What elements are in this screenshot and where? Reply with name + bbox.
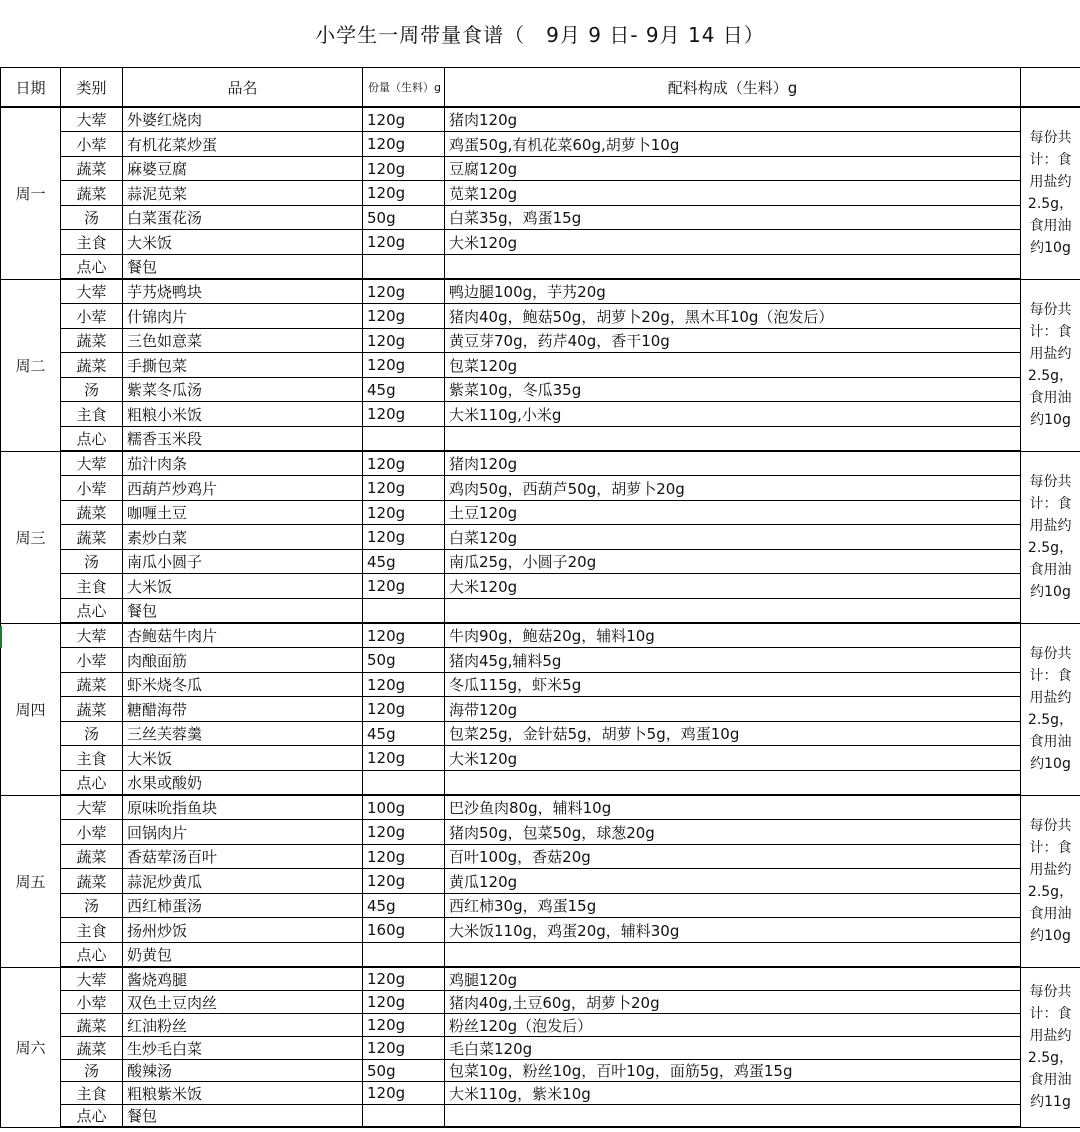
category-cell: 小荤	[61, 648, 123, 673]
dish-cell: 白菜蛋花汤	[123, 206, 363, 230]
dish-cell: 紫菜冬瓜汤	[123, 378, 363, 402]
dish-cell: 西葫芦炒鸡片	[123, 476, 363, 501]
ingredients-cell: 南瓜25g，小圆子20g	[445, 550, 1021, 574]
ingredients-cell	[445, 1105, 1021, 1128]
dish-cell: 南瓜小圆子	[123, 550, 363, 574]
portion-cell: 50g	[363, 1060, 445, 1082]
category-cell: 主食	[61, 230, 123, 255]
ingredients-cell: 鸭边腿100g，芋艿20g	[445, 279, 1021, 304]
ingredients-cell: 猪肉50g，包菜50g，球葱20g	[445, 820, 1021, 845]
table-row	[1, 722, 1080, 746]
table-row	[1, 550, 1080, 574]
portion-cell: 120g	[363, 501, 445, 525]
dish-cell: 大米饭	[123, 746, 363, 771]
category-cell: 小荤	[61, 476, 123, 501]
portion-cell: 120g	[363, 845, 445, 869]
category-cell: 蔬菜	[61, 353, 123, 378]
nutrition-note: 每份共计：食用盐约2.5g，食用油约10g	[1021, 279, 1080, 451]
nutrition-note: 每份共计：食用盐约2.5g，食用油约10g	[1021, 623, 1080, 795]
ingredients-cell: 大米120g	[445, 574, 1021, 599]
dish-cell: 芋艿烧鸭块	[123, 279, 363, 304]
dish-cell: 麻婆豆腐	[123, 157, 363, 181]
portion-cell: 120g	[363, 1082, 445, 1105]
dish-cell: 素炒白菜	[123, 525, 363, 550]
dish-cell: 餐包	[123, 1105, 363, 1128]
table-row	[1, 1014, 1080, 1037]
category-cell: 蔬菜	[61, 329, 123, 353]
dish-cell: 手撕包菜	[123, 353, 363, 378]
dish-cell: 蒜泥苋菜	[123, 181, 363, 206]
dish-cell: 虾米烧冬瓜	[123, 673, 363, 697]
category-cell: 点心	[61, 255, 123, 280]
dish-cell: 外婆红烧肉	[123, 107, 363, 132]
header-ingredients: 配料构成（生料）g	[445, 68, 1021, 108]
table-row	[1, 107, 1080, 132]
dish-cell: 糖醋海带	[123, 697, 363, 722]
ingredients-cell: 土豆120g	[445, 501, 1021, 525]
table-row	[1, 1060, 1080, 1082]
ingredients-cell: 鸡肉50g，西葫芦50g，胡萝卜20g	[445, 476, 1021, 501]
ingredients-cell: 苋菜120g	[445, 181, 1021, 206]
portion-cell: 120g	[363, 451, 445, 476]
dish-cell: 水果或酸奶	[123, 771, 363, 796]
portion-cell: 120g	[363, 279, 445, 304]
portion-cell: 120g	[363, 820, 445, 845]
category-cell: 蔬菜	[61, 1037, 123, 1060]
ingredients-cell: 包菜120g	[445, 353, 1021, 378]
category-cell: 主食	[61, 574, 123, 599]
category-cell: 点心	[61, 771, 123, 796]
dish-cell: 酱烧鸡腿	[123, 967, 363, 991]
table-row	[1, 181, 1080, 206]
ingredients-cell	[445, 943, 1021, 968]
ingredients-cell: 大米120g	[445, 230, 1021, 255]
portion-cell: 120g	[363, 574, 445, 599]
table-row	[1, 623, 1080, 648]
ingredients-cell: 猪肉120g	[445, 107, 1021, 132]
dish-cell: 餐包	[123, 599, 363, 624]
header-category: 类别	[61, 68, 123, 108]
table-row	[1, 378, 1080, 402]
table-row	[1, 279, 1080, 304]
portion-cell: 45g	[363, 894, 445, 918]
category-cell: 主食	[61, 918, 123, 943]
table-row	[1, 329, 1080, 353]
table-row	[1, 599, 1080, 624]
table-row	[1, 353, 1080, 378]
dish-cell: 餐包	[123, 255, 363, 280]
dish-cell: 大米饭	[123, 230, 363, 255]
ingredients-cell: 猪肉40g，鲍菇50g，胡萝卜20g，黑木耳10g（泡发后）	[445, 304, 1021, 329]
page-title: 小学生一周带量食谱（ 9月 9 日- 9月 14 日）	[315, 23, 765, 47]
ingredients-cell: 粉丝120g（泡发后）	[445, 1014, 1021, 1037]
ingredients-cell: 大米120g	[445, 746, 1021, 771]
table-row	[1, 771, 1080, 796]
ingredients-cell	[445, 427, 1021, 452]
table-row	[1, 820, 1080, 845]
table-row	[1, 918, 1080, 943]
portion-cell: 120g	[363, 623, 445, 648]
portion-cell: 120g	[363, 476, 445, 501]
nutrition-note: 每份共计：食用盐约2.5g，食用油约10g	[1021, 795, 1080, 967]
category-cell: 大荤	[61, 623, 123, 648]
portion-cell: 120g	[363, 1037, 445, 1060]
portion-cell: 120g	[363, 132, 445, 157]
dish-cell: 糯香玉米段	[123, 427, 363, 452]
portion-cell	[363, 427, 445, 452]
category-cell: 蔬菜	[61, 673, 123, 697]
table-row	[1, 132, 1080, 157]
category-cell: 汤	[61, 206, 123, 230]
category-cell: 大荤	[61, 795, 123, 820]
dish-cell: 杏鲍菇牛肉片	[123, 623, 363, 648]
nutrition-note: 每份共计：食用盐约2.5g，食用油约10g	[1021, 107, 1080, 279]
ingredients-cell: 鸡腿120g	[445, 967, 1021, 991]
ingredients-cell: 海带120g	[445, 697, 1021, 722]
portion-cell: 120g	[363, 697, 445, 722]
dish-cell: 香菇荤汤百叶	[123, 845, 363, 869]
category-cell: 汤	[61, 378, 123, 402]
category-cell: 大荤	[61, 967, 123, 991]
row-marker	[0, 626, 2, 648]
portion-cell	[363, 255, 445, 280]
portion-cell: 120g	[363, 869, 445, 894]
category-cell: 蔬菜	[61, 525, 123, 550]
portion-cell	[363, 1105, 445, 1128]
category-cell: 小荤	[61, 991, 123, 1014]
portion-cell: 120g	[363, 304, 445, 329]
ingredients-cell: 牛肉90g，鲍菇20g，辅料10g	[445, 623, 1021, 648]
table-row	[1, 795, 1080, 820]
table-row	[1, 673, 1080, 697]
category-cell: 汤	[61, 1060, 123, 1082]
portion-cell: 120g	[363, 402, 445, 427]
table-row	[1, 697, 1080, 722]
ingredients-cell: 鸡蛋50g,有机花菜60g,胡萝卜10g	[445, 132, 1021, 157]
portion-cell: 120g	[363, 157, 445, 181]
day-cell: 周四	[1, 623, 61, 795]
table-row	[1, 967, 1080, 991]
table-row	[1, 304, 1080, 329]
ingredients-cell: 猪肉40g,土豆60g，胡萝卜20g	[445, 991, 1021, 1014]
ingredients-cell	[445, 255, 1021, 280]
dish-cell: 三色如意菜	[123, 329, 363, 353]
portion-cell: 45g	[363, 378, 445, 402]
ingredients-cell: 黄瓜120g	[445, 869, 1021, 894]
table-row	[1, 1105, 1080, 1128]
portion-cell: 160g	[363, 918, 445, 943]
category-cell: 小荤	[61, 132, 123, 157]
ingredients-cell: 白菜35g，鸡蛋15g	[445, 206, 1021, 230]
portion-cell: 120g	[363, 525, 445, 550]
category-cell: 汤	[61, 894, 123, 918]
ingredients-cell: 冬瓜115g，虾米5g	[445, 673, 1021, 697]
dish-cell: 酸辣汤	[123, 1060, 363, 1082]
ingredients-cell: 毛白菜120g	[445, 1037, 1021, 1060]
ingredients-cell: 豆腐120g	[445, 157, 1021, 181]
category-cell: 蔬菜	[61, 869, 123, 894]
dish-cell: 红油粉丝	[123, 1014, 363, 1037]
dish-cell: 原味吮指鱼块	[123, 795, 363, 820]
dish-cell: 回锅肉片	[123, 820, 363, 845]
dish-cell: 粗粮小米饭	[123, 402, 363, 427]
ingredients-cell: 大米饭110g，鸡蛋20g，辅料30g	[445, 918, 1021, 943]
nutrition-note: 每份共计：食用盐约2.5g，食用油约10g	[1021, 451, 1080, 623]
table-row	[1, 869, 1080, 894]
header-date: 日期	[1, 68, 61, 108]
category-cell: 蔬菜	[61, 181, 123, 206]
table-row	[1, 501, 1080, 525]
table-row	[1, 255, 1080, 280]
portion-cell: 120g	[363, 107, 445, 132]
ingredients-cell	[445, 599, 1021, 624]
portion-cell: 120g	[363, 353, 445, 378]
ingredients-cell: 大米110g,小米g	[445, 402, 1021, 427]
category-cell: 小荤	[61, 304, 123, 329]
ingredients-cell: 大米110g，紫米10g	[445, 1082, 1021, 1105]
dish-cell: 西红柿蛋汤	[123, 894, 363, 918]
dish-cell: 三丝芙蓉羹	[123, 722, 363, 746]
dish-cell: 茄汁肉条	[123, 451, 363, 476]
portion-cell	[363, 771, 445, 796]
category-cell: 点心	[61, 599, 123, 624]
category-cell: 蔬菜	[61, 697, 123, 722]
portion-cell: 45g	[363, 550, 445, 574]
category-cell: 汤	[61, 722, 123, 746]
category-cell: 主食	[61, 402, 123, 427]
portion-cell: 120g	[363, 181, 445, 206]
portion-cell: 50g	[363, 206, 445, 230]
category-cell: 蔬菜	[61, 501, 123, 525]
category-cell: 大荤	[61, 107, 123, 132]
category-cell: 小荤	[61, 820, 123, 845]
portion-cell: 120g	[363, 991, 445, 1014]
ingredients-cell: 包菜25g，金针菇5g，胡萝卜5g，鸡蛋10g	[445, 722, 1021, 746]
category-cell: 点心	[61, 427, 123, 452]
ingredients-cell: 紫菜10g，冬瓜35g	[445, 378, 1021, 402]
ingredients-cell: 西红柿30g，鸡蛋15g	[445, 894, 1021, 918]
table-row	[1, 845, 1080, 869]
dish-cell: 肉酿面筋	[123, 648, 363, 673]
category-cell: 蔬菜	[61, 845, 123, 869]
portion-cell: 120g	[363, 967, 445, 991]
category-cell: 大荤	[61, 279, 123, 304]
portion-cell: 45g	[363, 722, 445, 746]
table-row	[1, 574, 1080, 599]
portion-cell: 120g	[363, 1014, 445, 1037]
dish-cell: 咖喱土豆	[123, 501, 363, 525]
ingredients-cell: 白菜120g	[445, 525, 1021, 550]
category-cell: 汤	[61, 550, 123, 574]
category-cell: 点心	[61, 1105, 123, 1128]
ingredients-cell: 百叶100g，香菇20g	[445, 845, 1021, 869]
dish-cell: 生炒毛白菜	[123, 1037, 363, 1060]
dish-cell: 双色土豆肉丝	[123, 991, 363, 1014]
ingredients-cell: 猪肉45g,辅料5g	[445, 648, 1021, 673]
day-cell: 周六	[1, 967, 61, 1127]
table-row	[1, 525, 1080, 550]
menu-body	[1, 107, 1080, 1127]
portion-cell	[363, 943, 445, 968]
table-row	[1, 230, 1080, 255]
dish-cell: 蒜泥炒黄瓜	[123, 869, 363, 894]
header-row	[1, 68, 1080, 108]
table-row	[1, 476, 1080, 501]
table-row	[1, 648, 1080, 673]
dish-cell: 什锦肉片	[123, 304, 363, 329]
table-row	[1, 746, 1080, 771]
portion-cell: 120g	[363, 329, 445, 353]
table-row	[1, 157, 1080, 181]
table-row	[1, 1037, 1080, 1060]
dish-cell: 扬州炒饭	[123, 918, 363, 943]
portion-cell: 120g	[363, 230, 445, 255]
category-cell: 蔬菜	[61, 1014, 123, 1037]
dish-cell: 大米饭	[123, 574, 363, 599]
day-cell: 周五	[1, 795, 61, 967]
portion-cell: 120g	[363, 673, 445, 697]
portion-cell: 120g	[363, 746, 445, 771]
ingredients-cell: 包菜10g，粉丝10g，百叶10g，面筋5g，鸡蛋15g	[445, 1060, 1021, 1082]
table-row	[1, 943, 1080, 968]
dish-cell: 有机花菜炒蛋	[123, 132, 363, 157]
table-row	[1, 451, 1080, 476]
portion-cell: 50g	[363, 648, 445, 673]
ingredients-cell	[445, 771, 1021, 796]
table-row	[1, 991, 1080, 1014]
menu-table	[0, 67, 1080, 1128]
category-cell: 主食	[61, 746, 123, 771]
category-cell: 主食	[61, 1082, 123, 1105]
day-cell: 周三	[1, 451, 61, 623]
day-cell: 周一	[1, 107, 61, 279]
portion-cell: 100g	[363, 795, 445, 820]
dish-cell: 粗粮紫米饭	[123, 1082, 363, 1105]
table-row	[1, 894, 1080, 918]
day-cell: 周二	[1, 279, 61, 451]
header-dish: 品名	[123, 68, 363, 108]
nutrition-note: 每份共计：食用盐约2.5g，食用油约11g	[1021, 967, 1080, 1127]
header-note	[1021, 68, 1080, 108]
table-row	[1, 427, 1080, 452]
dish-cell: 奶黄包	[123, 943, 363, 968]
table-row	[1, 206, 1080, 230]
header-portion: 份量（生料）g	[363, 68, 445, 108]
table-row	[1, 1082, 1080, 1105]
ingredients-cell: 巴沙鱼肉80g，辅料10g	[445, 795, 1021, 820]
category-cell: 蔬菜	[61, 157, 123, 181]
category-cell: 大荤	[61, 451, 123, 476]
ingredients-cell: 猪肉120g	[445, 451, 1021, 476]
table-row	[1, 402, 1080, 427]
category-cell: 点心	[61, 943, 123, 968]
ingredients-cell: 黄豆芽70g，药芹40g，香干10g	[445, 329, 1021, 353]
portion-cell	[363, 599, 445, 624]
